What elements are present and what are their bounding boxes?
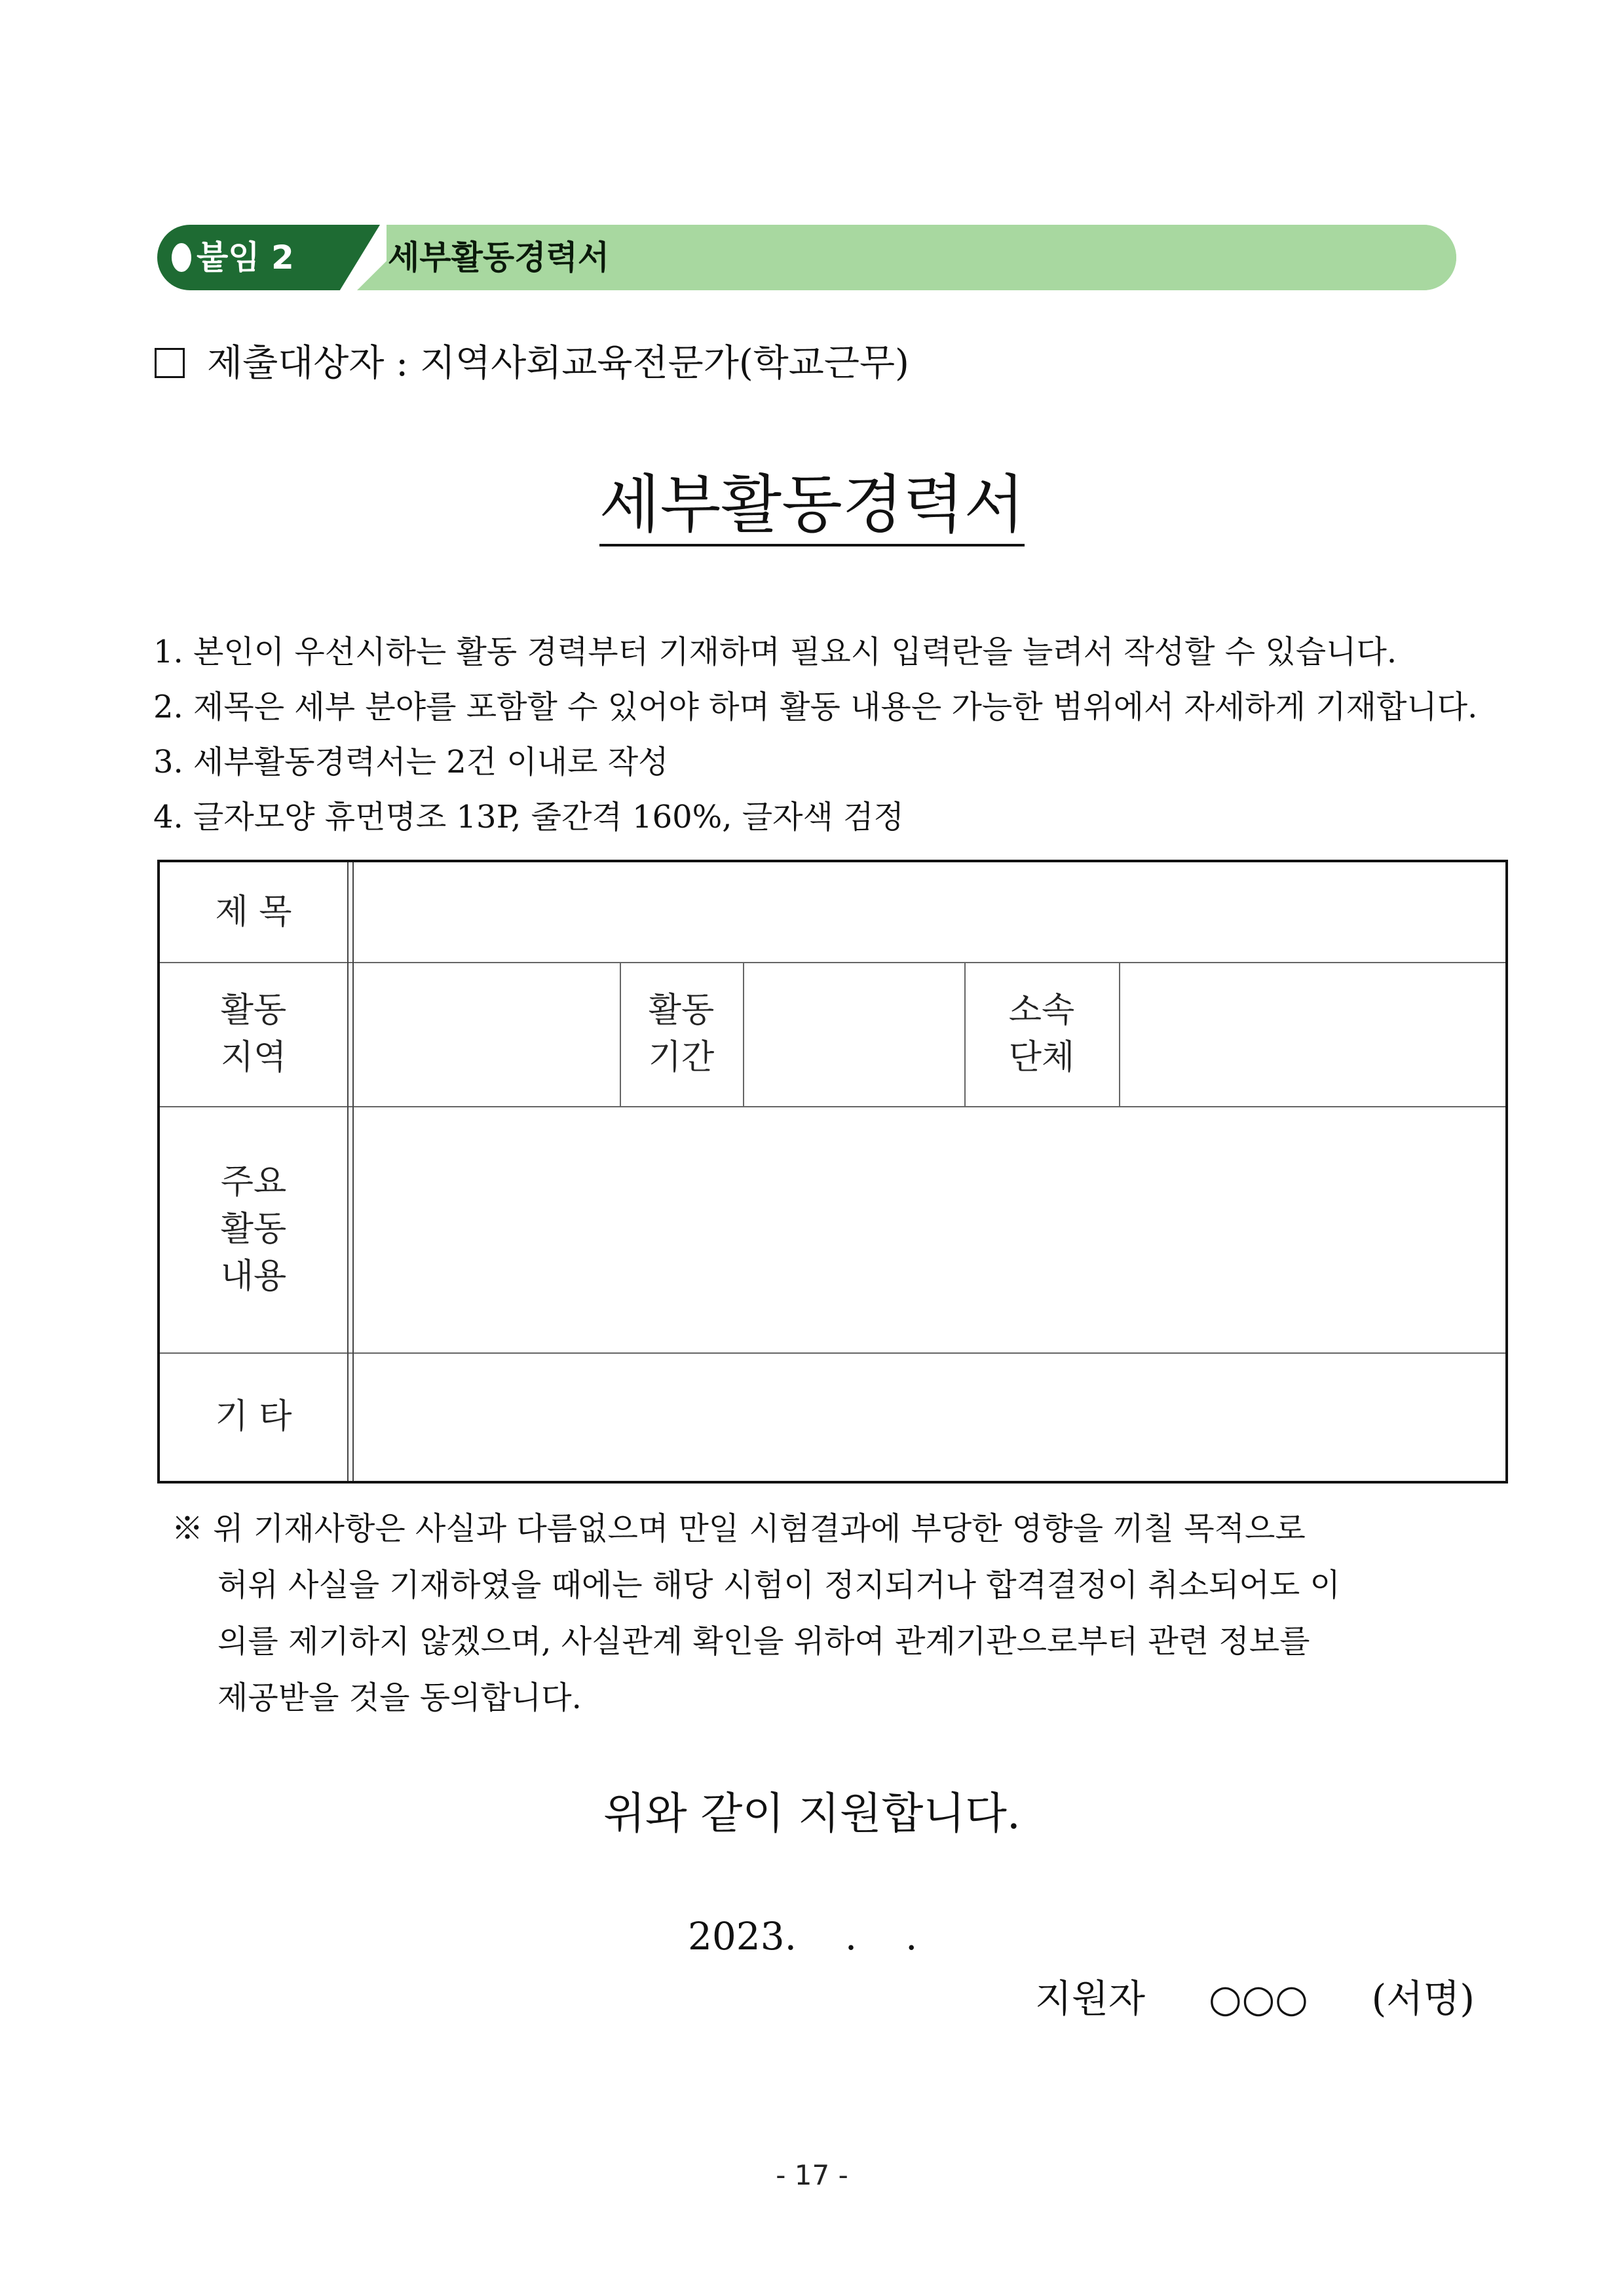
signature-field[interactable]: (서명) [1371, 1976, 1475, 2021]
notice-line: 의를 제기하지 않겠으며, 사실관계 확인을 위하여 관계기관으로부터 관련 정보를 [217, 1623, 1310, 1660]
activity-form-table [157, 860, 1508, 1483]
content-label-line: 활동 [220, 1210, 287, 1249]
content-input[interactable] [354, 1106, 1505, 1352]
instruction-1: 1. 본인이 우선시하는 활동 경력부터 기재하며 필요시 입력란을 늘려서 작성할 수 있습니다. [153, 634, 1397, 670]
signer-label: 지원자 [1035, 1976, 1146, 2021]
period-input[interactable] [744, 962, 964, 1106]
signature-line [1035, 1966, 1475, 2031]
title-label-text: 제 목 [215, 892, 292, 932]
notice-line: ※ 위 기재사항은 사실과 다름없으며 만일 시험결과에 부당한 영향을 끼칠 목적으로 [172, 1510, 1306, 1547]
notice-line: 허위 사실을 기재하였을 때에는 해당 시험이 정지되거나 합격결정이 취소되어도 이 [217, 1567, 1340, 1603]
document-title [0, 462, 1624, 547]
content-label [160, 1106, 347, 1352]
instruction-2: 2. 제목은 세부 분야를 포함할 수 있어야 하며 활동 내용은 가능한 범위에서 자세하게 기재합니다. [153, 689, 1478, 725]
content-label-line: 주요 [220, 1162, 287, 1202]
submission-target [155, 335, 909, 392]
other-label [160, 1352, 347, 1481]
area-label [160, 962, 347, 1106]
title-input[interactable] [354, 862, 1505, 962]
period-label [620, 962, 743, 1106]
attachment-label: 붙임 2 [197, 239, 294, 277]
instruction-4: 4. 글자모양 휴먼명조 13P, 줄간격 160%, 글자색 검정 [153, 799, 904, 835]
banner-title: 세부활동경력서 [388, 239, 610, 277]
org-label-line: 단체 [1008, 1038, 1075, 1077]
page-number: - 17 - [776, 2159, 848, 2191]
org-label-line: 소속 [1008, 991, 1075, 1030]
label-column-divider [347, 862, 349, 1481]
title-label [160, 862, 347, 962]
checkbox-icon [155, 348, 185, 378]
notice-line: 제공받을 것을 동의합니다. [217, 1679, 582, 1716]
org-input[interactable] [1120, 962, 1505, 1106]
apply-statement: 위와 같이 지원합니다. [603, 1788, 1021, 1839]
area-label-line: 활동 [220, 991, 287, 1030]
date: 2023. . . [688, 1914, 918, 1959]
signer-name: ○○○ [1208, 1976, 1308, 2021]
area-input[interactable] [354, 962, 620, 1106]
other-label-text: 기 타 [215, 1397, 292, 1436]
other-input[interactable] [354, 1352, 1505, 1481]
period-label-line: 기간 [648, 1038, 715, 1077]
period-label-line: 활동 [648, 991, 715, 1030]
org-label [964, 962, 1119, 1106]
content-label-line: 내용 [220, 1257, 287, 1296]
submission-target-text: 제출대상자 : 지역사회교육전문가(학교근무) [207, 342, 909, 385]
bullet-dot-icon [172, 243, 191, 272]
instruction-3: 3. 세부활동경력서는 2건 이내로 작성 [153, 744, 669, 780]
area-label-line: 지역 [220, 1038, 287, 1077]
document-title-text: 세부활동경력서 [599, 468, 1025, 546]
